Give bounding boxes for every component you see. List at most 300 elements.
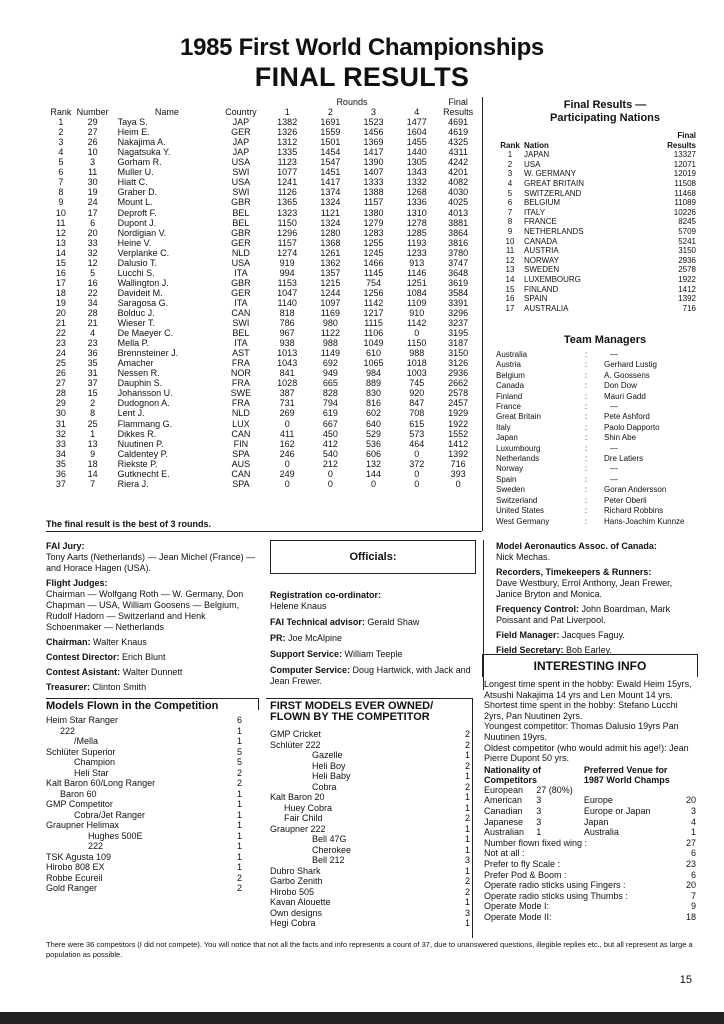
list-item-name: Huey Cobra	[284, 802, 333, 813]
table-cell: SWEDEN	[524, 265, 560, 275]
table-cell: :	[584, 422, 588, 432]
results-column-header: Country	[225, 107, 257, 118]
table-cell: 10	[505, 236, 515, 246]
table-cell: 9	[90, 448, 96, 459]
flight-judges-label: Flight Judges:	[46, 578, 108, 588]
table-cell: 20	[55, 308, 66, 318]
table-cell: Muller U.	[117, 167, 154, 178]
table-cell: 3	[536, 805, 542, 816]
table-cell: 745	[409, 378, 425, 389]
table-cell: 6	[58, 167, 64, 178]
table-cell: 665	[322, 378, 338, 389]
list-item	[270, 887, 470, 898]
list-item-count: 1	[236, 809, 242, 820]
interesting-p2: Shortest time spent in the hobby: Stefano Lucchi 2yrs, Pan Nuutinen 2yrs.	[484, 700, 678, 721]
table-cell: 13	[505, 265, 515, 275]
table-cell: 830	[366, 388, 382, 399]
table-cell: 786	[279, 318, 295, 329]
table-cell: 1193	[407, 237, 427, 248]
table-cell: CAN	[231, 428, 251, 439]
list-item-count: 1	[236, 788, 242, 799]
table-cell: 1153	[277, 277, 297, 288]
table-cell: 20	[685, 795, 696, 806]
table-cell: BEL	[232, 207, 250, 218]
computer-text: Doug Hartwick, with Jack and Jean Frewer.	[270, 665, 471, 686]
table-cell: 1559	[320, 127, 341, 138]
table-cell: Richard Robbins	[604, 506, 664, 516]
table-cell: Taya S.	[117, 117, 148, 128]
table-cell: ITALY	[524, 207, 546, 217]
page-subtitle: FINAL RESULTS	[254, 62, 470, 92]
list-item-count: 5	[236, 757, 242, 767]
rounds-group-header: Rounds	[336, 97, 368, 108]
results-column-header: 1	[284, 107, 290, 118]
table-cell: Switzerland	[496, 495, 538, 505]
table-cell: W. GERMANY	[524, 169, 577, 179]
table-cell: 1049	[363, 338, 384, 349]
interesting-p4: Oldest competitor (who would admit his age!): Jean Pierre Dupont 50 yrs.	[484, 742, 689, 764]
table-cell: :	[584, 391, 588, 401]
table-cell: Dupont J.	[117, 217, 157, 228]
table-cell: Australia	[496, 350, 528, 359]
table-cell: Riera J.	[117, 478, 149, 489]
table-cell: Belgium	[496, 370, 525, 380]
table-cell: 1477	[406, 117, 427, 128]
table-cell: 1343	[406, 167, 427, 178]
table-cell: 34	[55, 448, 66, 459]
table-cell: 1369	[363, 137, 384, 148]
list-item	[46, 736, 242, 747]
table-cell: 3648	[448, 267, 469, 278]
table-cell: FRA	[231, 378, 250, 389]
table-cell: 12019	[673, 169, 696, 179]
list-item-name: Graupner 222	[270, 823, 326, 834]
list-item-name: Garbo Zenith	[270, 876, 323, 886]
table-cell: 1245	[363, 247, 384, 258]
table-row	[496, 464, 716, 474]
list-item-count: 2	[236, 872, 242, 883]
table-cell: 3	[536, 795, 542, 806]
list-item-count: 2	[464, 813, 470, 823]
list-item-count: 1	[464, 865, 470, 876]
list-item-name: Own designs	[270, 907, 323, 918]
table-cell: 1412	[448, 438, 469, 449]
managers-table	[496, 350, 716, 527]
table-cell: 1280	[320, 227, 341, 238]
table-cell: AUS	[231, 458, 251, 469]
stats-table	[484, 838, 696, 923]
list-item-count: 1	[464, 750, 470, 760]
list-item-count: 6	[236, 715, 242, 725]
table-cell: 24	[87, 197, 98, 208]
support-text: William Teeple	[344, 649, 403, 659]
table-cell: 1146	[407, 267, 427, 278]
table-cell: 10	[55, 207, 66, 218]
table-cell: 1456	[363, 127, 384, 138]
table-cell: 2936	[678, 255, 696, 265]
models-flown-title: Models Flown in the Competition	[46, 700, 219, 712]
list-item	[270, 813, 470, 824]
table-cell: NLD	[231, 408, 250, 419]
table-cell: Dikkes R.	[117, 428, 157, 439]
table-cell: 1	[690, 827, 696, 838]
table-cell: 0	[414, 448, 420, 459]
table-cell: 4030	[448, 187, 469, 198]
list-item	[270, 845, 470, 856]
list-item-name: Kavan Alouette	[270, 897, 331, 907]
table-cell: 29	[87, 117, 98, 128]
table-row	[496, 275, 696, 285]
table-cell: 1454	[320, 147, 341, 158]
table-cell: :	[584, 506, 588, 516]
fai-jury-label: FAI Jury:	[46, 541, 85, 551]
table-cell: 794	[322, 398, 338, 409]
table-cell: NOR	[230, 368, 251, 379]
table-cell: 269	[279, 408, 295, 419]
table-cell: 4	[507, 178, 513, 188]
table-cell: 1283	[363, 227, 384, 238]
table-cell: 6	[507, 198, 513, 208]
table-cell: 1392	[448, 448, 469, 459]
list-item	[270, 803, 470, 814]
table-cell: Spain	[496, 474, 517, 484]
table-cell: 0	[371, 478, 377, 489]
table-cell: 606	[366, 448, 382, 459]
table-row	[46, 469, 478, 479]
table-cell: 3296	[448, 308, 469, 318]
list-item	[46, 799, 242, 810]
nations-final-header: Final	[677, 131, 696, 140]
table-row	[484, 859, 696, 870]
nationality-table	[484, 765, 696, 838]
results-footnote: The final result is the best of 3 rounds.	[46, 519, 212, 529]
results-column-header: Rank	[50, 107, 72, 118]
list-item-name: Schlüter Superior	[46, 746, 116, 757]
table-cell: 16	[505, 294, 515, 304]
list-item-name: Baron 60	[60, 788, 97, 799]
table-row	[46, 177, 478, 187]
table-cell: Operate Mode I:	[484, 901, 550, 912]
list-item	[46, 726, 242, 737]
table-cell: 1324	[320, 197, 341, 208]
table-cell: 1142	[407, 318, 427, 329]
table-cell: 1084	[406, 287, 427, 298]
results-column-header: Name	[154, 107, 179, 118]
table-row	[484, 795, 696, 806]
list-item-name: Hirobo 505	[270, 886, 315, 897]
table-cell: :	[584, 485, 588, 495]
table-cell: 1097	[320, 297, 341, 308]
table-row	[46, 197, 478, 207]
models-flown-section	[46, 701, 256, 894]
table-cell: 7	[58, 177, 64, 188]
table-cell: 11	[87, 167, 98, 178]
table-cell: Deproft F.	[117, 207, 157, 218]
table-cell: 10	[87, 147, 98, 158]
table-cell: 35	[55, 458, 66, 469]
table-cell: :	[584, 495, 588, 505]
list-item-count: 1	[236, 851, 242, 862]
table-cell: 1	[536, 827, 542, 838]
list-item	[46, 883, 242, 894]
table-cell: 889	[366, 378, 382, 389]
table-row	[496, 371, 716, 381]
table-cell: Dre Latiers	[604, 454, 644, 464]
list-item-name: Hughes 500E	[88, 830, 143, 841]
table-cell: 1324	[320, 217, 341, 228]
table-row	[46, 278, 478, 288]
table-cell: 8	[58, 187, 64, 198]
table-cell: LUXEMBOURG	[524, 274, 581, 284]
computer-label: Computer Service:	[270, 665, 351, 675]
table-cell: 5	[507, 188, 513, 198]
list-item-name: Graupner Helimax	[46, 820, 120, 830]
contest-assistant-label: Contest Asistant:	[46, 667, 121, 677]
table-cell: GREAT BRITAIN	[524, 178, 585, 188]
field-manager-label: Field Manager:	[496, 630, 560, 640]
table-cell: JAP	[232, 117, 250, 128]
table-cell: JAPAN	[524, 150, 550, 160]
table-cell: 3619	[448, 277, 469, 288]
list-item-name: Kalt Baron 20	[270, 792, 325, 802]
table-row	[484, 838, 696, 849]
table-cell: 716	[450, 458, 466, 469]
table-cell: 33	[55, 438, 66, 449]
fai-tech-label: FAI Technical advisor:	[270, 617, 365, 627]
table-cell: GBR	[231, 227, 251, 238]
table-cell: 1241	[277, 177, 298, 188]
table-cell: Canadian	[484, 805, 523, 816]
table-cell: 1145	[363, 267, 384, 278]
table-cell: SPA	[232, 478, 250, 489]
officials-box: Officials:	[270, 540, 476, 574]
table-cell: SWITZERLAND	[524, 188, 582, 198]
table-cell: 12071	[673, 159, 696, 169]
table-cell: 1274	[277, 247, 298, 258]
table-row	[46, 127, 478, 137]
nations-column-header: Results	[667, 140, 696, 150]
list-item-name: Cobra	[312, 781, 337, 792]
table-row	[496, 227, 696, 237]
table-cell: 9	[58, 197, 64, 208]
table-cell: 984	[366, 368, 382, 379]
table-cell: 2	[90, 398, 96, 409]
table-row	[46, 208, 478, 218]
table-cell: Gutknecht E.	[117, 468, 170, 479]
list-item-count: 1	[464, 897, 470, 907]
table-cell: 818	[279, 308, 295, 318]
models-flown-table	[46, 715, 242, 894]
table-cell: Dalusio T.	[117, 257, 157, 268]
list-item-count: 1	[464, 771, 470, 781]
list-item	[270, 761, 470, 772]
table-row	[484, 806, 696, 817]
table-cell: Riekste P.	[117, 458, 158, 469]
table-cell: 988	[409, 348, 425, 359]
table-row	[46, 459, 478, 469]
list-item	[270, 908, 470, 919]
chairman-text: Walter Knaus	[93, 637, 147, 647]
table-cell: 27	[55, 378, 66, 389]
table-cell: 132	[366, 458, 382, 469]
table-cell: 14	[55, 247, 66, 258]
table-cell: Brennsteiner J.	[117, 348, 179, 359]
table-cell: Mount L.	[117, 197, 153, 208]
table-cell: 11	[505, 246, 515, 256]
pr-text: Joe McAlpine	[288, 633, 343, 643]
field-secretary-text: Bob Earley.	[566, 645, 612, 655]
table-row	[484, 901, 696, 912]
table-cell: 610	[366, 348, 382, 359]
table-cell: 1251	[406, 277, 427, 288]
table-cell: 3150	[678, 246, 696, 256]
table-cell: 5	[58, 157, 64, 168]
table-cell: SWE	[230, 388, 252, 399]
list-item-count: 3	[464, 907, 470, 918]
table-cell: 529	[366, 428, 382, 439]
table-cell: 4025	[448, 197, 469, 208]
list-item	[270, 876, 470, 887]
table-cell: 11468	[674, 188, 696, 198]
list-item-name: Gold Ranger	[46, 883, 98, 893]
list-item	[270, 855, 470, 866]
table-cell: 0	[284, 418, 290, 429]
divider	[46, 698, 258, 699]
table-cell: Dauphin S.	[117, 378, 163, 389]
table-row	[46, 328, 478, 338]
table-cell: 910	[409, 308, 425, 318]
table-cell: USA	[231, 257, 251, 268]
first-models-section	[270, 701, 470, 929]
support-label: Support Service:	[270, 649, 343, 659]
list-item-name: Gazelle	[312, 750, 343, 760]
table-cell: :	[584, 412, 588, 422]
table-row	[496, 475, 716, 485]
list-item-name: GMP Competitor	[46, 799, 113, 809]
table-row	[496, 360, 716, 370]
list-item	[46, 789, 242, 800]
table-cell: 10226	[673, 207, 696, 217]
table-cell: 1388	[363, 187, 384, 198]
table-cell: 716	[682, 303, 696, 313]
table-cell: 1922	[678, 274, 696, 284]
table-cell: 980	[322, 318, 338, 329]
table-cell: Wallington J.	[117, 277, 169, 288]
treasurer-text: Clinton Smith	[92, 682, 147, 692]
table-cell: Hiatt C.	[117, 177, 148, 188]
table-cell: :	[584, 464, 588, 474]
table-row	[46, 258, 478, 268]
table-cell: 372	[409, 458, 425, 469]
table-cell: 1380	[363, 207, 384, 218]
table-cell: GBR	[231, 197, 251, 208]
table-cell: :	[584, 360, 588, 370]
table-cell: 1268	[406, 187, 427, 198]
table-cell: 13327	[673, 150, 696, 160]
list-item-count: 2	[464, 729, 470, 739]
table-cell: 1126	[277, 187, 297, 198]
table-cell: AST	[232, 348, 250, 359]
table-cell: 17	[505, 303, 515, 313]
table-cell: BEL	[232, 217, 250, 228]
table-cell: Operate Mode II:	[484, 911, 552, 922]
table-cell: 12	[505, 255, 515, 265]
final-group-header: Final	[448, 97, 468, 108]
table-cell: 16	[55, 267, 66, 278]
table-cell: 1157	[363, 197, 384, 208]
table-cell: Mella P.	[117, 338, 149, 349]
list-item	[46, 810, 242, 821]
nat-label-2: Competitors	[484, 774, 538, 785]
table-cell: NORWAY	[524, 255, 559, 265]
table-row	[46, 318, 478, 328]
table-cell: 1296	[277, 227, 298, 238]
table-cell: 37	[55, 478, 66, 489]
table-cell: 1150	[407, 338, 427, 349]
table-cell: Peter Oberli	[604, 495, 647, 505]
table-cell: 20	[685, 880, 696, 891]
table-cell: 0	[414, 468, 420, 479]
bottom-bar	[0, 1012, 724, 1024]
table-row	[496, 444, 716, 454]
table-cell: Nordigian V.	[117, 227, 167, 238]
nations-title-line2: Participating Nations	[549, 112, 661, 124]
table-cell: 2	[507, 159, 513, 169]
nations-title-line1: Final Results —	[563, 99, 647, 111]
table-cell: Don Dow	[604, 381, 637, 391]
table-cell: 967	[279, 328, 295, 339]
flight-judges-text: Chairman — Wolfgang Roth — W. Germany, Don Chapman — USA, William Goosens — Belgium, Rudolf Hadorn — Switzerland and Henk Schoenmaker — Netherlands	[46, 589, 244, 632]
table-row	[46, 408, 478, 418]
left-info	[46, 541, 258, 693]
table-cell: Lucchi S.	[117, 267, 155, 278]
table-cell: 938	[279, 338, 295, 349]
list-item-count: 3	[464, 855, 470, 865]
table-cell: —	[610, 464, 618, 474]
table-row	[46, 137, 478, 147]
list-item	[46, 820, 242, 831]
table-cell	[584, 785, 681, 796]
table-cell: 21	[87, 318, 98, 329]
table-cell: 3816	[448, 237, 469, 248]
interesting-p1: Longest time spent in the hobby: Ewald Heim 15yrs, Atsushi Nakajima 14 yrs and Len Mount 14 yrs.	[484, 679, 692, 700]
table-cell: 1929	[448, 408, 469, 419]
table-cell: 1142	[363, 297, 384, 308]
table-row	[496, 412, 716, 422]
table-cell: 6	[90, 217, 96, 228]
results-table	[46, 97, 478, 489]
table-cell: 16	[87, 277, 98, 288]
table-cell: 1323	[277, 207, 298, 218]
table-cell: Prefer Pod & Boom :	[484, 869, 567, 880]
table-cell: Luxumbourg	[496, 443, 541, 453]
list-item	[270, 897, 470, 908]
table-cell: 1233	[406, 247, 427, 258]
table-cell: 4201	[448, 167, 469, 178]
table-row	[46, 348, 478, 358]
table-cell: 27 (80%)	[536, 784, 573, 795]
table-cell: :	[584, 370, 588, 380]
table-cell: 4	[58, 147, 64, 158]
table-cell: 9	[690, 901, 696, 912]
table-cell: 1440	[406, 147, 427, 158]
list-item-count: 1	[464, 823, 470, 834]
table-cell: 919	[279, 257, 295, 268]
table-cell: 15	[55, 257, 66, 268]
table-row	[496, 304, 696, 314]
table-cell: 412	[322, 438, 338, 449]
interesting-p3: Youngest competitor: Thomas Dalusio 19yrs Pan Nuutinen 19yrs.	[484, 721, 679, 742]
